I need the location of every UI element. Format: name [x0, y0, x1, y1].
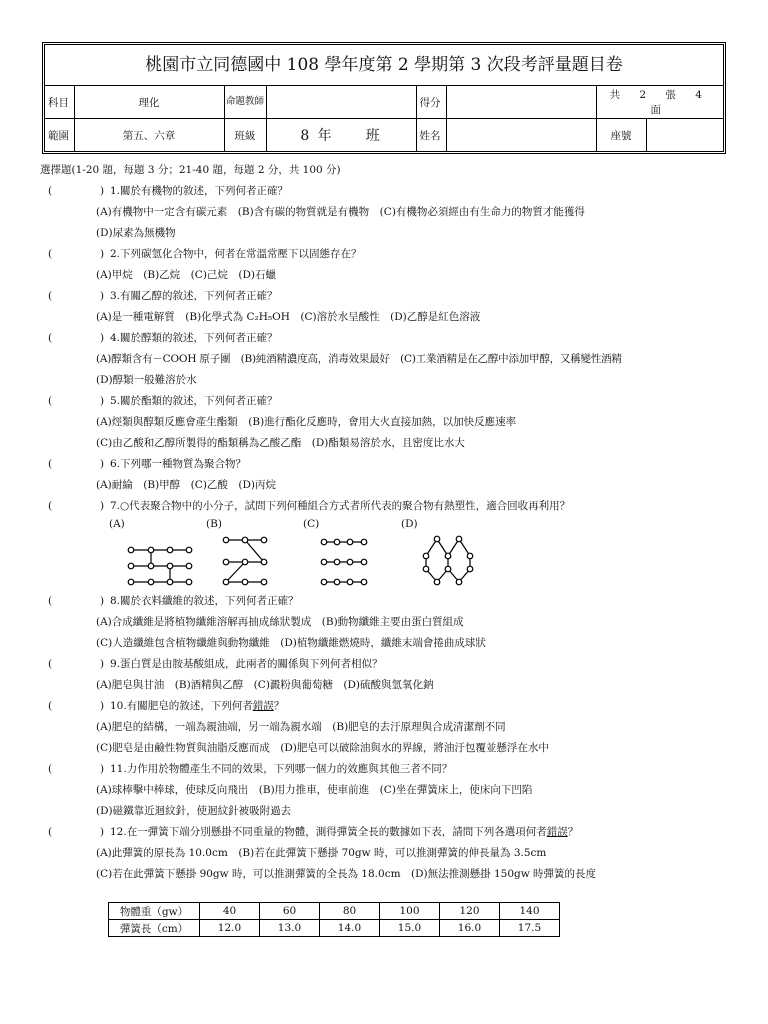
option-line: (A)有機物中一定含有碳元素 (B)含有碳的物質就是有機物 (C)有機物必須經由有生命力的物質才能獲得 — [96, 206, 585, 218]
question-stem — [110, 822, 578, 843]
pages-count: 共 2 張 4 面 — [596, 86, 723, 119]
question-stem — [110, 696, 284, 717]
range-value: 第五、六章 — [74, 119, 224, 152]
question-6 — [40, 454, 730, 496]
weight-cell: 80 — [320, 903, 380, 920]
diagram-b-structure — [223, 537, 267, 585]
table-row — [109, 903, 560, 920]
answer-paren-close: ) — [100, 458, 105, 470]
seat-value — [646, 119, 723, 152]
answer-paren-close: ) — [100, 658, 105, 670]
answer-paren-open: ( — [48, 395, 53, 407]
answer-paren-open: ( — [48, 248, 53, 260]
question-stem: 6.下列哪一種物質為聚合物？ — [110, 458, 247, 470]
name-label: 姓名 — [416, 119, 446, 152]
length-cell: 14.0 — [320, 920, 380, 937]
stem-text-end: ？ — [273, 700, 285, 712]
answer-paren-open: ( — [48, 185, 53, 197]
table-row — [109, 920, 560, 937]
option-line: (C)人造纖維包含植物纖維與動物纖維 (D)植物纖維燃燒時，纖維末端會捲曲成球狀 — [96, 637, 486, 649]
question-4 — [40, 328, 730, 391]
question-10 — [40, 696, 730, 759]
seat-label: 座號 — [596, 119, 646, 152]
option-line: (D)醇類一般難溶於水 — [96, 374, 197, 386]
length-cell: 12.0 — [200, 920, 260, 937]
option-line: (C)肥皂是由鹼性物質與油脂反應而成 (D)肥皂可以破除油與水的界線，將油汙包覆並懸浮在水中 — [96, 742, 549, 754]
answer-paren-open: ( — [48, 458, 53, 470]
answer-paren-open: ( — [48, 658, 53, 670]
answer-paren-open: ( — [48, 290, 53, 302]
subject-value: 理化 — [74, 86, 224, 119]
header-info-table — [45, 86, 723, 151]
diagram-label-b: (B) — [206, 518, 222, 530]
length-cell: 16.0 — [440, 920, 500, 937]
answer-paren-close: ) — [100, 290, 105, 302]
answer-paren-open: ( — [48, 500, 53, 512]
class-value: 8 年 班 — [266, 119, 416, 152]
stem-text-end: ？ — [567, 826, 579, 838]
option-line: (A)是一種電解質 (B)化學式為 C₂H₅OH (C)溶於水呈酸性 (D)乙醇是紅色溶液 — [96, 311, 481, 323]
question-5 — [40, 391, 730, 454]
answer-paren-open: ( — [48, 763, 53, 775]
option-line: (A)肥皂的結構，一端為親油端，另一端為親水端 (B)肥皂的去汙原理與合成清潔劑不同 — [96, 721, 506, 733]
diagram-a-structure — [128, 547, 192, 585]
name-value — [446, 119, 596, 152]
option-line: (A)烴類與醇類反應會產生酯類 (B)進行酯化反應時，會用大火直接加熱，以加快反應速率 — [96, 416, 517, 428]
stem-text: 12.在一彈簧下端分別懸掛不同重量的物體，測得彈簧全長的數據如下表，請問下列各選項何者 — [110, 826, 547, 838]
answer-paren-close: ) — [100, 500, 105, 512]
answer-paren-close: ) — [100, 595, 105, 607]
answer-paren-close: ) — [100, 185, 105, 197]
question-stem: 8.關於衣料纖維的敘述，下列何者正確？ — [110, 595, 299, 607]
option-line: (D)磁鐵靠近迴紋針，使迴紋針被吸附過去 — [96, 805, 292, 817]
setter-value — [266, 86, 416, 119]
stem-text: 10.有關肥皂的敘述，下列何者 — [110, 700, 253, 712]
answer-paren-open: ( — [48, 332, 53, 344]
option-line: (A)耐綸 (B)甲醇 (C)乙酸 (D)丙烷 — [96, 479, 277, 491]
question-7 — [40, 496, 730, 591]
length-cell: 13.0 — [260, 920, 320, 937]
answer-paren-close: ) — [100, 332, 105, 344]
length-cell: 17.5 — [500, 920, 560, 937]
question-9 — [40, 654, 730, 696]
answer-paren-close: ) — [100, 826, 105, 838]
class-label: 班級 — [224, 119, 266, 152]
question-1 — [40, 181, 730, 244]
spring-data-table — [108, 902, 560, 937]
question-stem: 5.關於酯類的敘述，下列何者正確？ — [110, 395, 278, 407]
question-stem: 7.○代表聚合物中的小分子，試問下列何種組合方式者所代表的聚合物有熱塑性，適合回收再利用？ — [110, 500, 571, 512]
answer-paren-open: ( — [48, 595, 53, 607]
score-label: 得分 — [416, 86, 446, 119]
setter-label: 命題教師 — [224, 86, 266, 119]
subject-label: 科目 — [45, 86, 74, 119]
answer-paren-open: ( — [48, 700, 53, 712]
question-stem: 2.下列碳氫化合物中，何者在常溫常壓下以固態存在？ — [110, 248, 362, 260]
answer-paren-close: ) — [100, 700, 105, 712]
answer-paren-close: ) — [100, 248, 105, 260]
question-stem: 1.關於有機物的敘述，下列何者正確？ — [110, 185, 289, 197]
weight-cell: 100 — [380, 903, 440, 920]
diagram-label-d: (D) — [401, 518, 418, 530]
weight-cell: 40 — [200, 903, 260, 920]
question-stem: 3.有關乙醇的敘述，下列何者正確？ — [110, 290, 278, 302]
option-line: (A)此彈簧的原長為 10.0cm (B)若在此彈簧下懸掛 70gw 時，可以推測彈簧的伸長量為 3.5cm — [96, 847, 547, 859]
question-8 — [40, 591, 730, 654]
diagram-c-structure — [321, 539, 367, 585]
option-line: (A)肥皂與甘油 (B)酒精與乙醇 (C)澱粉與葡萄糖 (D)硫酸與氫氧化鈉 — [96, 679, 434, 691]
answer-paren-open: ( — [48, 826, 53, 838]
exam-header — [42, 42, 726, 154]
range-label: 範圍 — [45, 119, 74, 152]
stem-emphasis: 錯誤 — [252, 700, 274, 712]
weight-cell: 60 — [260, 903, 320, 920]
weight-row-label: 物體重（gw） — [109, 903, 200, 920]
question-list — [40, 160, 730, 935]
polymer-structures-figure — [40, 517, 730, 591]
question-11 — [40, 759, 730, 822]
option-line: (A)甲烷 (B)乙烷 (C)己烷 (D)石蠟 — [96, 269, 277, 281]
instructions: 選擇題(1-20 題，每題 3 分；21-40 題，每題 2 分，共 100 分) — [40, 164, 341, 176]
question-12 — [40, 822, 730, 885]
exam-title: 桃園市立同德國中 108 學年度第 2 學期第 3 次段考評量題目卷 — [45, 45, 723, 86]
question-stem: 9.蛋白質是由胺基酸組成，此兩者的關係與下列何者相似？ — [110, 658, 383, 670]
option-line: (A)合成纖維是將植物纖維溶解再抽成絲狀製成 (B)動物纖維主要由蛋白質組成 — [96, 616, 464, 628]
answer-paren-close: ) — [100, 395, 105, 407]
polymer-diagrams — [40, 517, 730, 591]
option-line: (D)尿素為無機物 — [96, 227, 176, 239]
option-line: (A)醇類含有－COOH 原子團 (B)純酒精濃度高，消毒效果最好 (C)工業酒精是在乙醇中添加甲醇，又稱變性酒精 — [96, 353, 622, 365]
length-cell: 15.0 — [380, 920, 440, 937]
stem-emphasis: 錯誤 — [546, 826, 568, 838]
option-line: (C)由乙酸和乙醇所製得的酯類稱為乙酸乙酯 (D)酯類易溶於水，且密度比水大 — [96, 437, 465, 449]
diagram-label-c: (C) — [303, 518, 320, 530]
diagram-label-a: (A) — [109, 518, 125, 530]
weight-cell: 140 — [500, 903, 560, 920]
answer-paren-close: ) — [100, 763, 105, 775]
diagram-d-structure — [423, 536, 473, 585]
question-2 — [40, 244, 730, 286]
option-line: (A)球棒擊中棒球，使球反向飛出 (B)用力推車，使車前進 (C)坐在彈簧床上，使床向下凹陷 — [96, 784, 533, 796]
question-3 — [40, 286, 730, 328]
score-value — [446, 86, 596, 119]
question-stem: 11.力作用於物體產生不同的效果，下列哪一個力的效應與其他三者不同？ — [110, 763, 453, 775]
length-row-label: 彈簧長（cm） — [109, 920, 200, 937]
option-line: (C)若在此彈簧下懸掛 90gw 時，可以推測彈簧的全長為 18.0cm (D)無法推測懸掛 150gw 時彈簧的長度 — [96, 868, 597, 880]
weight-cell: 120 — [440, 903, 500, 920]
question-stem: 4.關於醇類的敘述，下列何者正確？ — [110, 332, 278, 344]
